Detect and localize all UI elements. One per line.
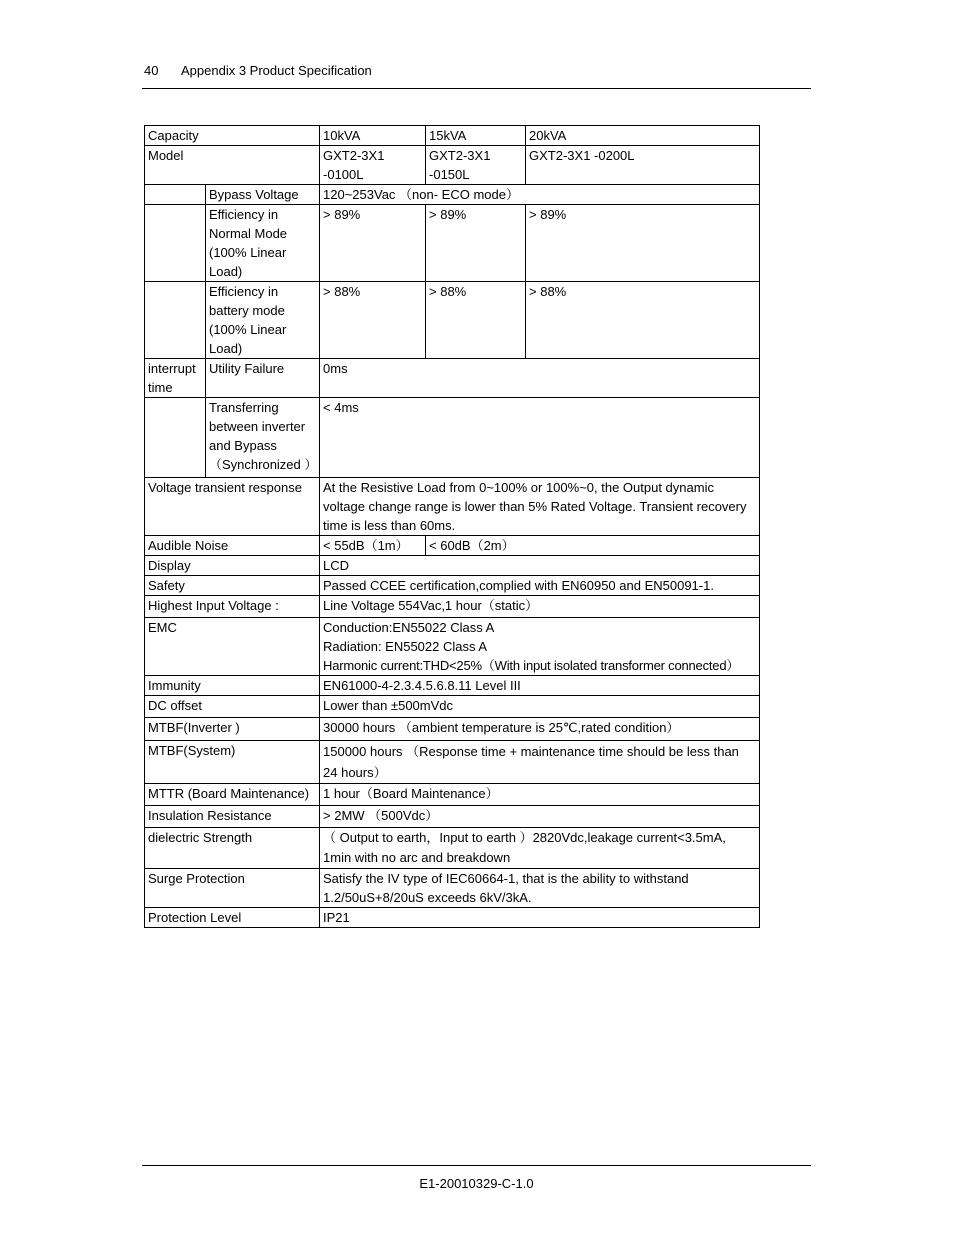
row-label: Protection Level xyxy=(145,908,320,928)
emc-line: Conduction:EN55022 Class A xyxy=(323,620,495,635)
table-row xyxy=(145,576,760,596)
row-label: Surge Protection xyxy=(145,869,320,908)
row-label: MTBF(Inverter ) xyxy=(145,718,320,741)
table-cell: 150000 hours （Response time + maintenance time should be less than 24 hours） xyxy=(320,741,760,784)
table-cell: Lower than ±500mVdc xyxy=(320,696,760,718)
table-row xyxy=(145,185,760,205)
table-cell: EN61000-4-2.3.4.5.6.8.11 Level III xyxy=(320,676,760,696)
table-row xyxy=(145,536,760,556)
table-row xyxy=(145,126,760,146)
table-cell: > 89% xyxy=(526,205,760,282)
table-cell: At the Resistive Load from 0~100% or 100%~0, the Output dynamic voltage change range is lower than 5% Rated Voltage. Transient recovery time is less than 60ms. xyxy=(320,478,760,536)
row-label: interrupt time xyxy=(145,359,206,398)
table-row xyxy=(145,398,760,478)
table-cell: IP21 xyxy=(320,908,760,928)
row-label: dielectric Strength xyxy=(145,828,320,869)
table-cell: （ Output to earth，Input to earth ）2820Vdc,leakage current<3.5mA, 1min with no arc and breakdown xyxy=(320,828,760,869)
row-label: Display xyxy=(145,556,320,576)
row-label: Model xyxy=(145,146,320,185)
document-id: E1-20010329-C-1.0 xyxy=(419,1176,534,1191)
table-cell: 15kVA xyxy=(426,126,526,146)
table-cell: > 89% xyxy=(426,205,526,282)
table-row xyxy=(145,784,760,806)
row-label: Safety xyxy=(145,576,320,596)
table-cell: GXT2-3X1 -0150L xyxy=(426,146,526,185)
table-cell: < 60dB（2m） xyxy=(426,536,760,556)
table-cell: 120~253Vac （non- ECO mode） xyxy=(320,185,760,205)
table-row xyxy=(145,676,760,696)
spec-table xyxy=(144,125,760,928)
table-row xyxy=(145,146,760,185)
row-label: Efficiency in battery mode (100% Linear Load) xyxy=(206,282,320,359)
table-cell: > 89% xyxy=(320,205,426,282)
emc-line: Radiation: EN55022 Class A xyxy=(323,639,488,654)
table-cell: 10kVA xyxy=(320,126,426,146)
table-cell: 30000 hours （ambient temperature is 25℃,rated condition） xyxy=(320,718,760,741)
table-cell: GXT2-3X1 -0200L xyxy=(526,146,760,185)
table-cell: > 88% xyxy=(320,282,426,359)
table-cell: > 88% xyxy=(526,282,760,359)
table-row xyxy=(145,696,760,718)
table-cell: 0ms xyxy=(320,359,760,398)
table-row xyxy=(145,718,760,741)
row-label: Audible Noise xyxy=(145,536,320,556)
table-cell: Passed CCEE certification,complied with EN60950 and EN50091-1. xyxy=(320,576,760,596)
row-label: Voltage transient response xyxy=(145,478,320,536)
table-row xyxy=(145,596,760,618)
page-header xyxy=(142,60,811,89)
page-title: Appendix 3 Product Specification xyxy=(181,63,372,78)
row-label: Transferring between inverter and Bypass （Synchronized ） xyxy=(206,398,320,478)
table-cell: < 55dB（1m） xyxy=(320,536,426,556)
table-row xyxy=(145,908,760,928)
row-label: Utility Failure xyxy=(206,359,320,398)
table-cell: < 4ms xyxy=(320,398,760,478)
table-cell: 1 hour（Board Maintenance） xyxy=(320,784,760,806)
table-cell: LCD xyxy=(320,556,760,576)
emc-line: Harmonic current:THD<25%（With input isolated transformer connected） xyxy=(323,658,740,673)
table-cell xyxy=(320,618,760,676)
table-row xyxy=(145,205,760,282)
table-row xyxy=(145,806,760,828)
table-row xyxy=(145,618,760,676)
empty-cell xyxy=(145,282,206,359)
table-row xyxy=(145,869,760,908)
row-label: Capacity xyxy=(145,126,320,146)
row-label: Efficiency in Normal Mode (100% Linear Load) xyxy=(206,205,320,282)
table-cell: Line Voltage 554Vac,1 hour（static） xyxy=(320,596,760,618)
row-label: Bypass Voltage xyxy=(206,185,320,205)
page-number: 40 xyxy=(144,63,159,78)
table-cell: > 88% xyxy=(426,282,526,359)
page-footer xyxy=(142,1165,811,1191)
table-cell: GXT2-3X1 -0100L xyxy=(320,146,426,185)
empty-cell xyxy=(145,185,206,205)
row-label: Insulation Resistance xyxy=(145,806,320,828)
table-row xyxy=(145,556,760,576)
table-row xyxy=(145,828,760,869)
row-label: MTBF(System) xyxy=(145,741,320,784)
table-row xyxy=(145,282,760,359)
row-label: MTTR (Board Maintenance) xyxy=(145,784,320,806)
table-row xyxy=(145,741,760,784)
table-cell: 20kVA xyxy=(526,126,760,146)
table-row xyxy=(145,478,760,536)
empty-cell xyxy=(145,205,206,282)
row-label: EMC xyxy=(145,618,320,676)
empty-cell xyxy=(145,398,206,478)
row-label: DC offset xyxy=(145,696,320,718)
table-cell: > 2MW （500Vdc） xyxy=(320,806,760,828)
row-label: Highest Input Voltage : xyxy=(145,596,320,618)
table-row xyxy=(145,359,760,398)
table-cell: Satisfy the IV type of IEC60664-1, that is the ability to withstand 1.2/50uS+8/20uS exceeds 6kV/3kA. xyxy=(320,869,760,908)
row-label: Immunity xyxy=(145,676,320,696)
